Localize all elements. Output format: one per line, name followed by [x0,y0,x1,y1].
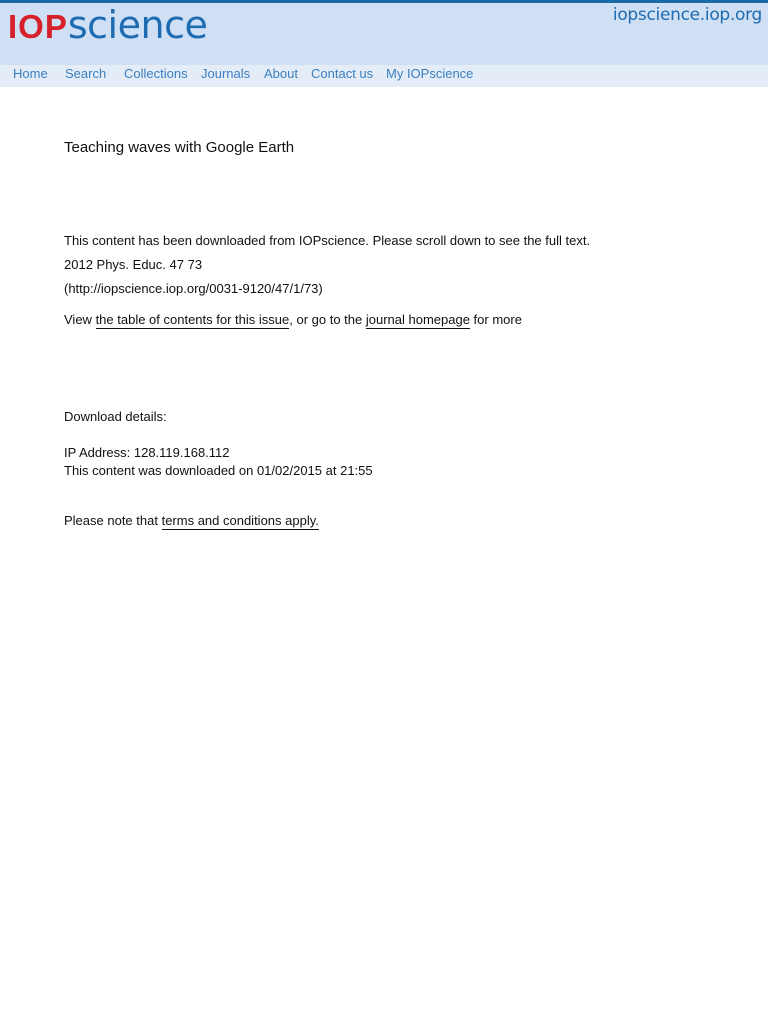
download-notice: This content has been downloaded from IOPscience. Please scroll down to see the full text. [64,233,591,248]
terms-prefix: Please note that [64,513,162,528]
terms-line [64,513,319,529]
logo-science-text: science [67,3,208,47]
nav-my-iopscience[interactable]: My IOPscience [386,66,474,81]
site-header [0,3,768,65]
nav-about[interactable]: About [264,66,298,81]
site-url[interactable]: iopscience.iop.org [612,5,762,25]
toc-link[interactable]: the table of contents for this issue [95,312,290,327]
article-citation: 2012 Phys. Educ. 47 73 [64,257,203,272]
nav-journals[interactable]: Journals [201,66,251,81]
nav-search[interactable]: Search [65,66,107,81]
iopscience-logo[interactable] [8,3,207,47]
view-links-line [64,312,522,328]
logo-iop-text: IOP [8,8,68,45]
ip-address: IP Address: 128.119.168.112 [64,445,230,460]
nav-contact-us[interactable]: Contact us [311,66,374,81]
nav-collections[interactable]: Collections [124,66,188,81]
view-prefix: View [64,312,96,327]
nav-bar [0,65,768,87]
terms-link[interactable]: terms and conditions apply. [161,513,319,528]
nav-home[interactable]: Home [13,66,48,81]
view-middle: , or go to the [289,312,366,327]
journal-homepage-link[interactable]: journal homepage [365,312,470,327]
download-details-heading: Download details: [64,409,167,424]
download-timestamp: This content was downloaded on 01/02/2015 at 21:55 [64,463,373,478]
view-suffix: for more [469,312,522,327]
article-url: (http://iopscience.iop.org/0031-9120/47/1/73) [64,281,323,296]
article-title: Teaching waves with Google Earth [64,139,295,156]
